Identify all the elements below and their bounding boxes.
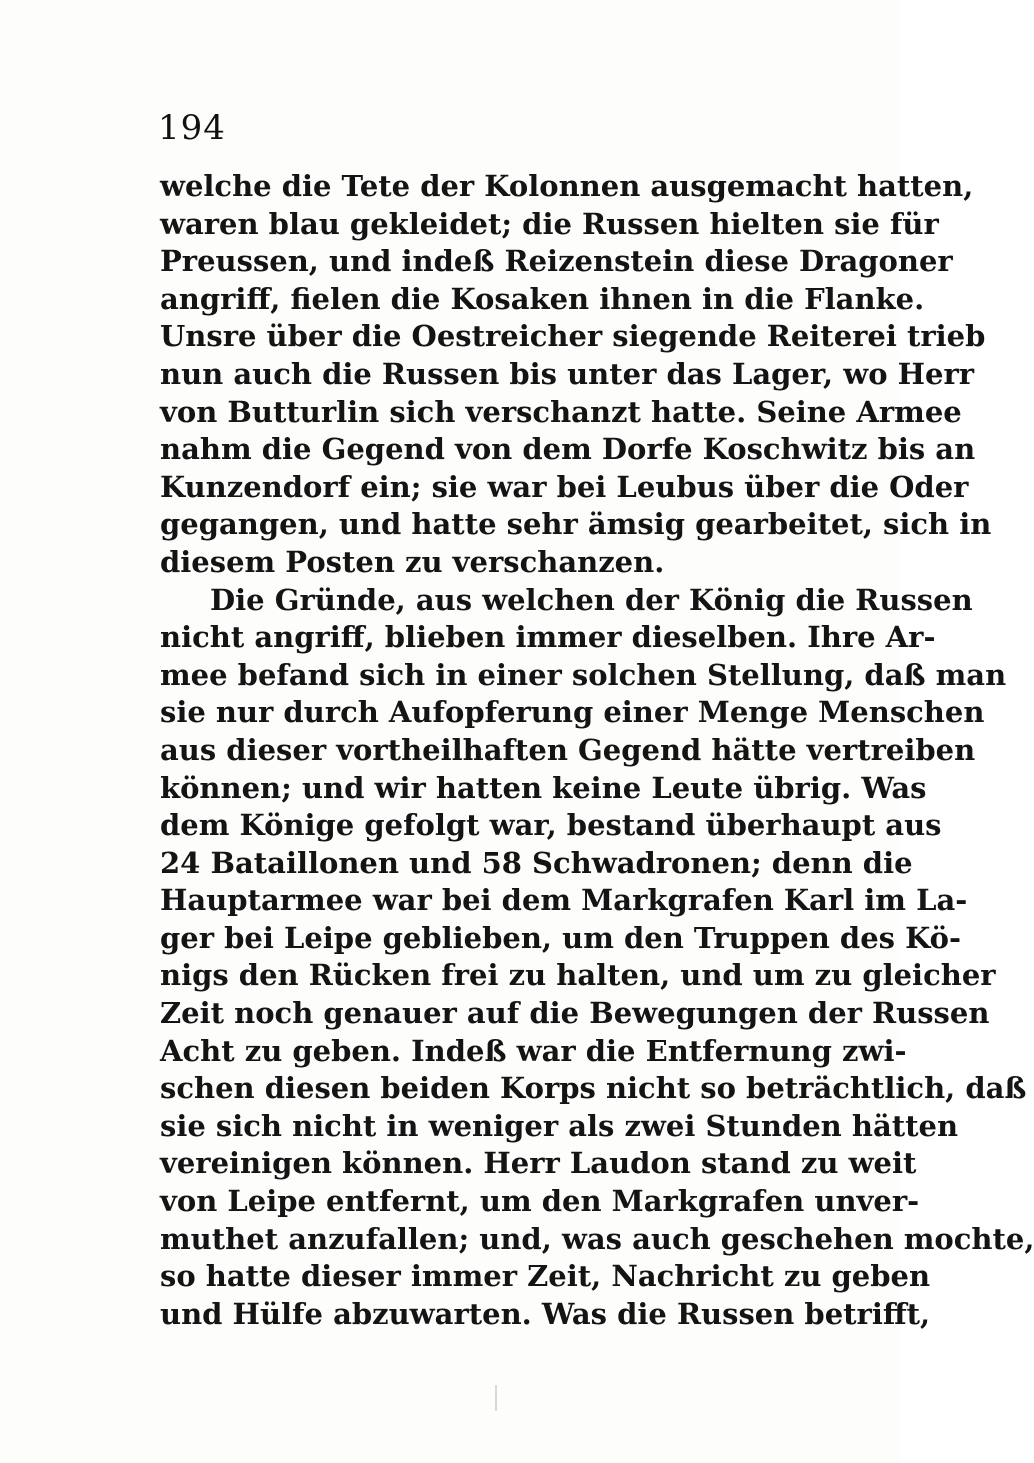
text-line: von Leipe entfernt, um den Markgrafen unver- xyxy=(160,1184,920,1219)
text-line: gegangen, und hatte sehr ämsig gearbeitet, sich in xyxy=(160,507,992,542)
text-line: und Hülfe abzuwarten. Was die Russen betrifft, xyxy=(160,1296,931,1331)
text-line: ger bei Leipe geblieben, um den Truppen des Kö- xyxy=(160,920,962,955)
text-line: angriff, fielen die Kosaken ihnen in die Flanke. xyxy=(160,281,925,316)
text-line: diesem Posten zu verschanzen. xyxy=(160,544,665,579)
text-line: von Butturlin sich verschanzt hatte. Seine Armee xyxy=(160,394,962,429)
text-line: Preussen, und indeß Reizenstein diese Dragoner xyxy=(160,244,953,279)
text-line: nigs den Rücken frei zu halten, und um zu gleicher xyxy=(160,958,996,993)
text-line: Hauptarmee war bei dem Markgrafen Karl im La- xyxy=(160,883,968,918)
text-line: sie sich nicht in weniger als zwei Stunden hätten xyxy=(160,1108,959,1143)
text-line: schen diesen beiden Korps nicht so beträchtlich, daß xyxy=(160,1071,1027,1106)
text-line: aus dieser vortheilhaften Gegend hätte vertreiben xyxy=(160,732,976,767)
text-line: Acht zu geben. Indeß war die Entfernung zwi- xyxy=(160,1033,907,1068)
text-line: nicht angriff, blieben immer dieselben. Ihre Ar- xyxy=(160,620,936,655)
text-line: können; und wir hatten keine Leute übrig. Was xyxy=(160,770,927,805)
text-line: Zeit noch genauer auf die Bewegungen der Russen xyxy=(160,996,990,1031)
text-line: sie nur durch Aufopferung einer Menge Menschen xyxy=(160,695,985,730)
text-line: vereinigen können. Herr Laudon stand zu weit xyxy=(160,1146,917,1181)
text-line: mee befand sich in einer solchen Stellung, daß man xyxy=(160,657,1007,692)
page-number: 194 xyxy=(158,108,226,148)
text-line: Unsre über die Oestreicher siegende Reiterei trieb xyxy=(160,319,986,354)
text-line: welche die Tete der Kolonnen ausgemacht hatten, xyxy=(160,169,974,203)
text-line: nun auch die Russen bis unter das Lager, wo Herr xyxy=(160,356,975,391)
text-line: nahm die Gegend von dem Dorfe Koschwitz bis an xyxy=(160,432,976,467)
text-line: muthet anzufallen; und, was auch geschehen mochte, xyxy=(160,1221,1034,1256)
body-text xyxy=(160,168,1034,1333)
paragraph-start-line: Die Gründe, aus welchen der König die Russen xyxy=(210,582,973,617)
text-line: Kunzendorf ein; sie war bei Leubus über die Oder xyxy=(160,469,969,504)
text-line: waren blau gekleidet; die Russen hielten sie für xyxy=(160,206,939,241)
text-line: so hatte dieser immer Zeit, Nachricht zu geben xyxy=(160,1259,931,1294)
scan-artifact-mark xyxy=(495,1385,497,1411)
text-line: dem Könige gefolgt war, bestand überhaupt aus xyxy=(160,808,942,843)
text-line: 24 Bataillonen und 58 Schwadronen; denn die xyxy=(160,845,913,880)
